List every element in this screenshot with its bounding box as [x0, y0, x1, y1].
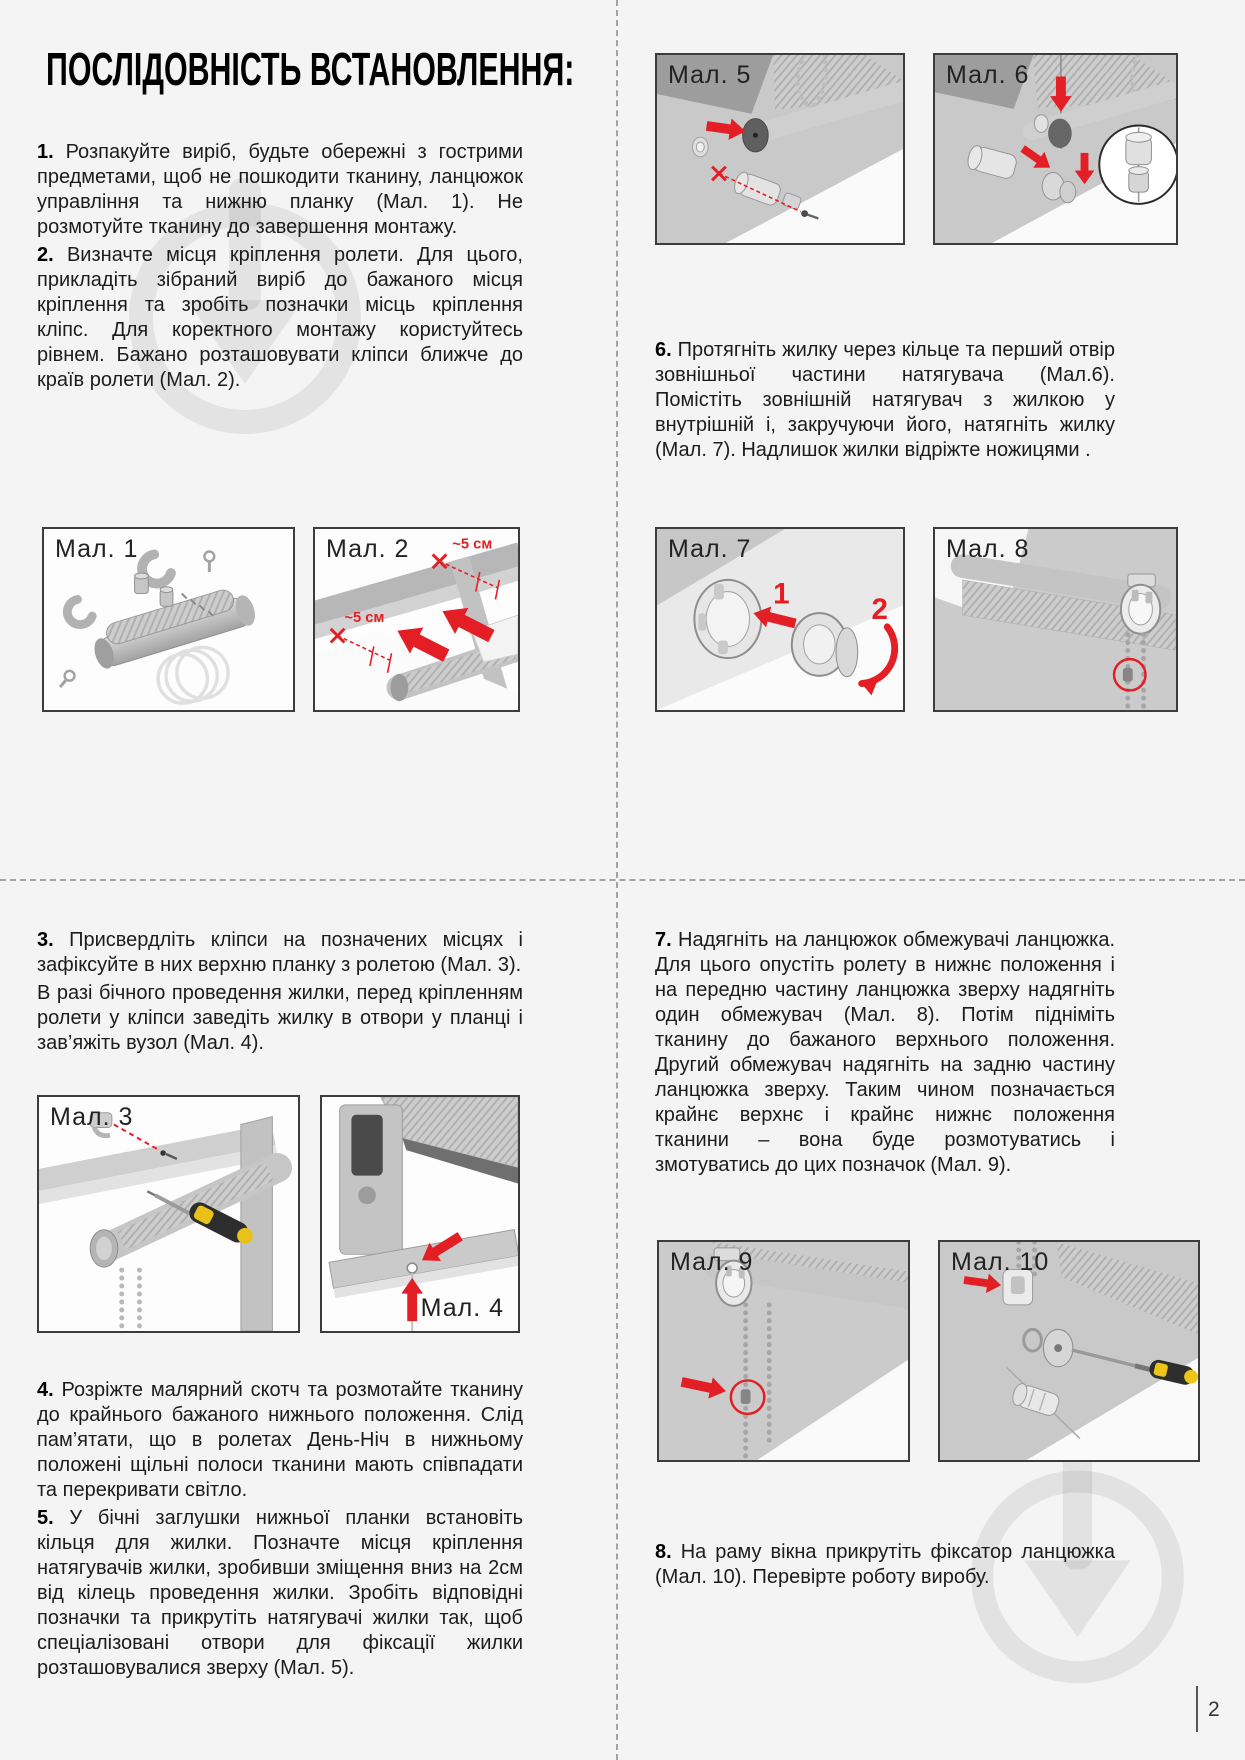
- dimension-text-right: ~5 см: [452, 536, 493, 553]
- step-2-paragraph: [37, 243, 523, 393]
- eye-screw: [204, 552, 214, 573]
- step-8-paragraph: [655, 1540, 1115, 1590]
- cord-hole: [407, 1263, 417, 1273]
- step-6-number: 6.: [655, 339, 672, 361]
- figure-8-label: Мал. 8: [946, 535, 1030, 563]
- detail-inset: [1099, 126, 1176, 204]
- step-7-paragraph: [655, 928, 1115, 1178]
- figure-9-label: Мал. 9: [670, 1248, 754, 1276]
- horizontal-cut-line: [0, 879, 1245, 881]
- step-6-text: Протягніть жилку через кільце та перший отвір зовнішньої частини натягувача (Мал.6). Помістіть зовнішній натягувач з жилкою у внутрішній і, закручуючи його, натягніть жилку (Мал. 7). Надлишок жилки відріжте ножицями .: [655, 339, 1115, 461]
- figure-9-box: [657, 1240, 910, 1462]
- step-3-text: Присвердліть кліпси на позначених місцях і зафіксуйте в них верхню планку з ролетою (Мал. 3).: [37, 929, 523, 976]
- step-2-text: Визначте місця кріплення ролети. Для цього, прикладіть зібраний виріб до бажаного місця кріплення та зробіть позначки місць кріплення кліпс. Для коректного монтажу користуйтесь рівнем. Бажано розташовувати кліпси ближче до країв ролети (Мал. 2).: [37, 244, 523, 391]
- step-6-text-block: [655, 338, 1115, 466]
- dimension-text-left: ~5 см: [344, 609, 385, 626]
- step-3-number: 3.: [37, 929, 54, 951]
- bead-chain: [122, 1270, 140, 1331]
- figure-3-box: [37, 1095, 300, 1333]
- figure-5-box: [655, 53, 905, 245]
- eye-screw: [56, 669, 76, 690]
- figure-10-box: [938, 1240, 1200, 1462]
- figure-6-box: [933, 53, 1178, 245]
- step-8-text-block: [655, 1540, 1115, 1593]
- figure-1-label: Мал. 1: [55, 535, 139, 563]
- step-5-number: 5.: [37, 1507, 54, 1529]
- page-title: ПОСЛІДОВНІСТЬ ВСТАНОВЛЕННЯ:: [46, 43, 575, 95]
- figure-4-box: [320, 1095, 520, 1333]
- label-1: 1: [773, 577, 790, 611]
- step-7-number: 7.: [655, 929, 672, 951]
- outer-tensioner-cup: [694, 580, 761, 658]
- wire-coil: [158, 647, 228, 703]
- step-4-number: 4.: [37, 1379, 54, 1401]
- step-1-paragraph: [37, 140, 523, 240]
- figure-8-box: [933, 527, 1178, 712]
- step-3-paragraph: [37, 928, 523, 978]
- step-1-text: Розпакуйте виріб, будьте обережні з гострими предметами, щоб не пошкодити тканину, ланцюжок управління та нижню планку (Мал. 1). Не розмотуйте тканину до завершення монтажу.: [37, 141, 523, 238]
- side-bracket: [340, 1105, 403, 1254]
- step-7-text-block: [655, 928, 1115, 1181]
- step-8-number: 8.: [655, 1541, 672, 1563]
- label-2: 2: [871, 593, 888, 626]
- figure-4-label: Мал. 4: [420, 1294, 504, 1322]
- step-3-text-block: [37, 928, 523, 1059]
- page-number-divider: [1196, 1686, 1198, 1732]
- page-number: 2: [1208, 1698, 1220, 1721]
- chain-stopper: [1123, 668, 1133, 682]
- figure-7-label: Мал. 7: [668, 535, 752, 563]
- step-5-text: У бічні заглушки нижньої планки встановіть кільця для жилки. Позначте місця кріплення натягувачів жилки, зробивши зміщення вниз на 2см від кілець проведення жилки. Зробіть відповідні позначки та прикрутіть натягувачі жилки так, щоб спеціалізовані отвори для фіксації жилки розташовувалися зверху (Мал. 5).: [37, 1507, 523, 1679]
- step-3-text-2: В разі бічного проведення жилки, перед кріпленням ролети у кліпси заведіть жилку в отвори у планці і зав’яжіть вузол (Мал. 4).: [37, 982, 523, 1054]
- step-7-text: Надягніть на ланцюжок обмежувачі ланцюжка. Для цього опустіть ролету в нижнє положення і на передню частину ланцюжка зверху надягніть один обмежувач (Мал. 8). Потім підніміть тканину до бажаного верхнього положення. Другий обмежувач надягніть на задню частину ланцюжка зверху. Таким чином позначається крайнє верхнє і крайнє нижнє положення тканини – вона буде розмотуватись і змотуватись до цих позначок (Мал. 9).: [655, 929, 1115, 1176]
- figure-2-box: [313, 527, 520, 712]
- step-1-number: 1.: [37, 141, 54, 163]
- step-6-paragraph: [655, 338, 1115, 463]
- figure-3-illustration: [39, 1097, 298, 1331]
- steps-4-5-text-block: [37, 1378, 523, 1684]
- steps-1-2-text-block: [37, 140, 523, 396]
- figure-7-box: [655, 527, 905, 712]
- figure-5-label: Мал. 5: [668, 61, 752, 89]
- chain-stopper: [741, 1389, 751, 1404]
- step-2-number: 2.: [37, 244, 54, 266]
- step-3-paragraph-2: [37, 981, 523, 1056]
- figure-1-box: [42, 527, 295, 712]
- figure-2-label: Мал. 2: [326, 535, 410, 563]
- figure-10-label: Мал. 10: [951, 1248, 1050, 1276]
- step-8-text: На раму вікна прикрутіть фіксатор ланцюжка (Мал. 10). Перевірте роботу виробу.: [655, 1541, 1115, 1588]
- step-4-paragraph: [37, 1378, 523, 1503]
- figure-6-label: Мал. 6: [946, 61, 1030, 89]
- figure-3-label: Мал. 3: [50, 1103, 134, 1131]
- hook-part: [692, 137, 708, 157]
- step-4-text: Розріжте малярний скотч та розмотайте тканину до крайнього бажаного нижнього положення. Слід пам’ятати, що в ролетах День-Ніч в нижньому положені щільні полоси тканини мають співпадати та перекривати світло.: [37, 1379, 523, 1501]
- step-5-paragraph: [37, 1506, 523, 1681]
